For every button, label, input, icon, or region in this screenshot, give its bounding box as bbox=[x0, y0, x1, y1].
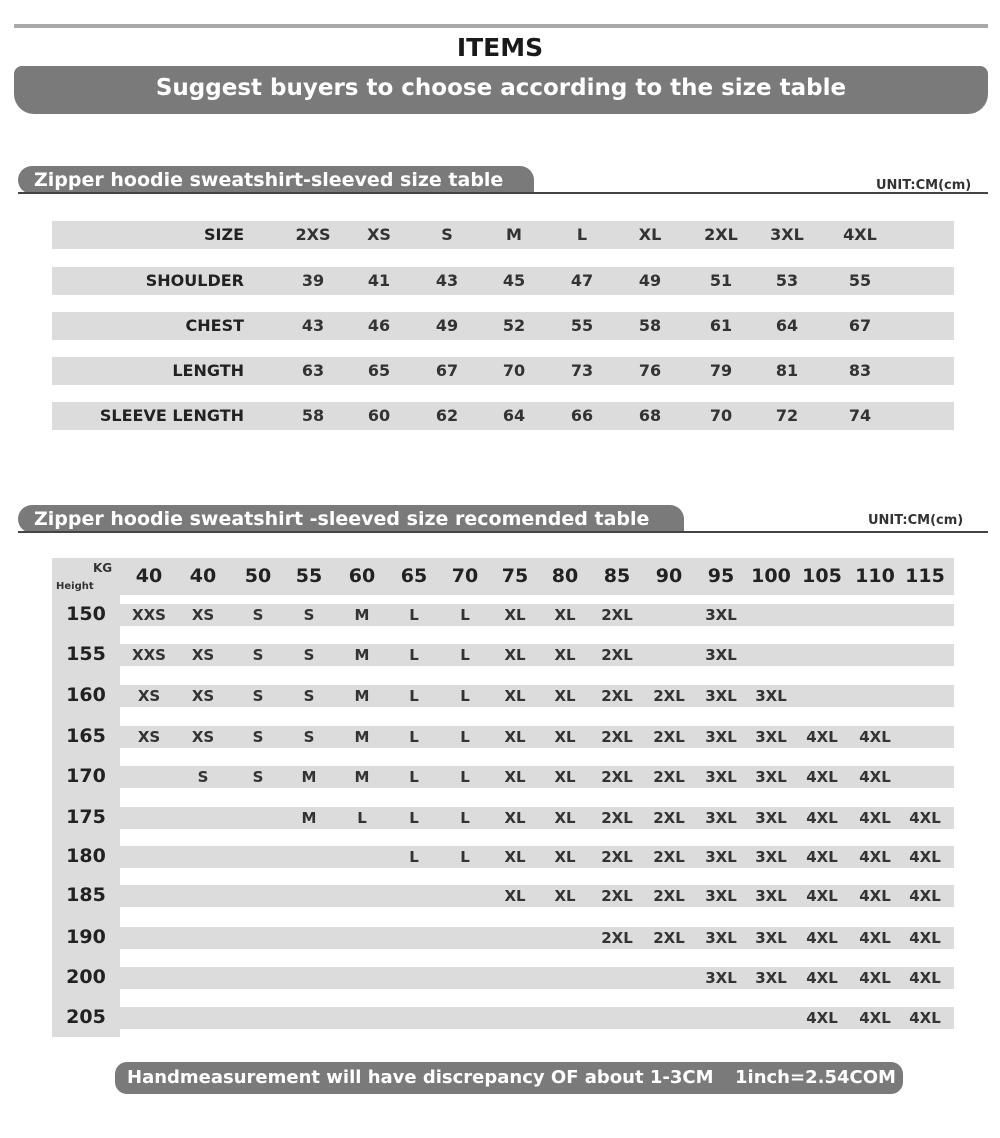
size-table-cell: 39 bbox=[301, 271, 325, 290]
size-table-cell: 3XL bbox=[770, 225, 804, 244]
rec-size-cell: S bbox=[303, 606, 315, 624]
size-table-cell: 62 bbox=[435, 406, 459, 425]
size-table-cell: 45 bbox=[502, 271, 526, 290]
rec-size-cell: 3XL bbox=[755, 809, 787, 827]
rec-size-cell: L bbox=[460, 728, 470, 746]
rec-size-cell: 2XL bbox=[601, 929, 633, 947]
rec-size-cell: XL bbox=[504, 809, 526, 827]
rec-size-cell: 4XL bbox=[806, 728, 838, 746]
rec-size-cell: 3XL bbox=[755, 768, 787, 786]
rec-size-cell: S bbox=[252, 606, 264, 624]
size-table-cell: 70 bbox=[709, 406, 733, 425]
rec-size-cell: S bbox=[252, 646, 264, 664]
rec-size-cell: 4XL bbox=[909, 809, 941, 827]
rec-size-cell: XL bbox=[504, 848, 526, 866]
size-table-cell: 46 bbox=[367, 316, 391, 335]
rec-size-cell: L bbox=[409, 687, 419, 705]
size-table-title: Zipper hoodie sweatshirt-sleeved size table bbox=[18, 166, 534, 194]
rec-size-cell: XL bbox=[554, 887, 576, 905]
size-table-cell: 41 bbox=[367, 271, 391, 290]
rec-size-cell: 4XL bbox=[806, 1009, 838, 1027]
rec-size-cell: 2XL bbox=[653, 768, 685, 786]
size-table-cell: 60 bbox=[367, 406, 391, 425]
rec-size-cell: S bbox=[303, 646, 315, 664]
rec-size-cell: XL bbox=[554, 606, 576, 624]
rec-size-cell: XL bbox=[554, 728, 576, 746]
rec-size-cell: 2XL bbox=[653, 887, 685, 905]
rec-size-cell: 2XL bbox=[653, 728, 685, 746]
size-table-cell: L bbox=[576, 225, 588, 244]
inch-conversion: 1inch=2.54COM bbox=[735, 1067, 896, 1088]
rec-size-cell: XS bbox=[137, 728, 161, 746]
size-table-cell: 47 bbox=[570, 271, 594, 290]
rec-size-cell: 2XL bbox=[601, 646, 633, 664]
rec-size-cell: 4XL bbox=[859, 969, 891, 987]
size-table-cell: 83 bbox=[848, 361, 872, 380]
rec-size-cell: L bbox=[409, 646, 419, 664]
rec-size-cell: 3XL bbox=[755, 848, 787, 866]
rec-size-cell: 2XL bbox=[601, 848, 633, 866]
rec-size-cell: 4XL bbox=[806, 809, 838, 827]
size-table-rule bbox=[18, 192, 988, 194]
rec-size-cell: S bbox=[252, 728, 264, 746]
weight-header-cell: 60 bbox=[348, 565, 376, 587]
rec-size-cell: XL bbox=[554, 687, 576, 705]
rec-size-cell: XL bbox=[504, 606, 526, 624]
rec-size-cell: 4XL bbox=[859, 887, 891, 905]
height-cell: 205 bbox=[66, 1006, 106, 1028]
size-table-cell: 64 bbox=[775, 316, 799, 335]
rec-size-cell: 3XL bbox=[705, 606, 737, 624]
size-table-cell: 2XS bbox=[295, 225, 331, 244]
rec-size-cell: 3XL bbox=[755, 687, 787, 705]
measurement-note: Handmeasurement will have discrepancy OF about 1-3CM bbox=[127, 1067, 714, 1088]
weight-header-cell: 95 bbox=[707, 565, 735, 587]
advice-banner-text: Suggest buyers to choose according to the size table bbox=[155, 75, 847, 101]
size-table-cell: 70 bbox=[502, 361, 526, 380]
rec-size-cell: L bbox=[460, 768, 470, 786]
weight-header-cell: 65 bbox=[400, 565, 428, 587]
rec-size-cell: M bbox=[301, 809, 317, 827]
rec-size-cell: XXS bbox=[132, 646, 166, 664]
rec-size-cell: 4XL bbox=[859, 728, 891, 746]
height-cell: 185 bbox=[66, 884, 106, 906]
rec-size-cell: L bbox=[409, 768, 419, 786]
rec-size-cell: 2XL bbox=[601, 687, 633, 705]
rec-size-cell: 2XL bbox=[601, 606, 633, 624]
size-table-cell: 74 bbox=[848, 406, 872, 425]
rec-size-cell: 2XL bbox=[601, 768, 633, 786]
rec-size-cell: L bbox=[357, 809, 367, 827]
size-table-cell: M bbox=[506, 225, 522, 244]
size-table-cell: 65 bbox=[367, 361, 391, 380]
size-table-cell: 2XL bbox=[704, 225, 738, 244]
weight-header-cell: 105 bbox=[802, 565, 842, 587]
rec-size-cell: 3XL bbox=[755, 929, 787, 947]
rec-size-cell: 2XL bbox=[653, 687, 685, 705]
weight-header-cell: 55 bbox=[295, 565, 323, 587]
rec-table-row bbox=[120, 644, 954, 666]
weight-header-cell: 110 bbox=[855, 565, 895, 587]
rec-size-cell: 4XL bbox=[909, 848, 941, 866]
size-table-cell: 72 bbox=[775, 406, 799, 425]
size-table-cell: XS bbox=[367, 225, 391, 244]
rec-size-cell: XL bbox=[504, 728, 526, 746]
rec-size-cell: M bbox=[354, 646, 370, 664]
rec-size-cell: L bbox=[409, 848, 419, 866]
rec-size-cell: XS bbox=[191, 687, 215, 705]
rec-size-cell: M bbox=[354, 768, 370, 786]
rec-table-rule bbox=[18, 531, 988, 533]
rec-size-cell: 4XL bbox=[909, 1009, 941, 1027]
size-table-cell: 67 bbox=[848, 316, 872, 335]
size-table-cell: S bbox=[441, 225, 453, 244]
weight-header-cell: 80 bbox=[551, 565, 579, 587]
size-table-cell: 55 bbox=[848, 271, 872, 290]
rec-size-cell: 4XL bbox=[909, 929, 941, 947]
size-table-cell: 63 bbox=[301, 361, 325, 380]
rec-size-cell: XL bbox=[554, 646, 576, 664]
rec-size-cell: 3XL bbox=[705, 848, 737, 866]
measurement-note-bar bbox=[115, 1062, 903, 1094]
size-table-cell: 4XL bbox=[843, 225, 877, 244]
size-table-cell: 52 bbox=[502, 316, 526, 335]
rec-size-cell: 3XL bbox=[705, 768, 737, 786]
weight-header-cell: 40 bbox=[189, 565, 217, 587]
size-table-unit: UNIT:CM(cm) bbox=[876, 178, 972, 193]
rec-size-cell: 3XL bbox=[705, 929, 737, 947]
rec-size-cell: 2XL bbox=[653, 848, 685, 866]
height-cell: 200 bbox=[66, 966, 106, 988]
size-table-cell: 61 bbox=[709, 316, 733, 335]
height-cell: 150 bbox=[66, 603, 106, 625]
rec-size-cell: 3XL bbox=[705, 687, 737, 705]
rec-size-cell: L bbox=[460, 687, 470, 705]
size-table-cell: 53 bbox=[775, 271, 799, 290]
size-table-cell: 58 bbox=[638, 316, 662, 335]
size-table-row bbox=[52, 221, 954, 249]
rec-size-cell: M bbox=[301, 768, 317, 786]
rec-size-cell: S bbox=[252, 768, 264, 786]
kg-axis-label: KG bbox=[93, 561, 113, 575]
size-table-row-label: CHEST bbox=[185, 316, 244, 335]
weight-header-cell: 85 bbox=[603, 565, 631, 587]
rec-size-cell: 3XL bbox=[705, 809, 737, 827]
rec-size-cell: 4XL bbox=[909, 887, 941, 905]
weight-header-cell: 75 bbox=[501, 565, 529, 587]
rec-size-cell: 4XL bbox=[806, 929, 838, 947]
rec-size-cell: XL bbox=[504, 768, 526, 786]
rec-size-cell: 4XL bbox=[859, 768, 891, 786]
size-table-cell: 66 bbox=[570, 406, 594, 425]
rec-size-cell: XL bbox=[504, 887, 526, 905]
rec-size-cell: S bbox=[197, 768, 209, 786]
rec-size-cell: 2XL bbox=[601, 887, 633, 905]
rec-size-cell: 4XL bbox=[859, 848, 891, 866]
rec-size-cell: 4XL bbox=[909, 969, 941, 987]
size-table-cell: 49 bbox=[435, 316, 459, 335]
size-table-row-label: LENGTH bbox=[172, 361, 244, 380]
rec-size-cell: 4XL bbox=[859, 1009, 891, 1027]
rec-size-cell: 3XL bbox=[755, 969, 787, 987]
rec-size-cell: L bbox=[409, 606, 419, 624]
rec-size-cell: 3XL bbox=[705, 887, 737, 905]
rec-size-cell: 4XL bbox=[806, 887, 838, 905]
rec-size-cell: L bbox=[409, 809, 419, 827]
weight-header-cell: 50 bbox=[244, 565, 272, 587]
size-table-cell: 43 bbox=[301, 316, 325, 335]
rec-size-cell: S bbox=[303, 687, 315, 705]
size-table-cell: 49 bbox=[638, 271, 662, 290]
size-table-cell: 67 bbox=[435, 361, 459, 380]
rec-size-cell: 2XL bbox=[653, 809, 685, 827]
rec-size-cell: L bbox=[460, 809, 470, 827]
rec-size-cell: L bbox=[460, 606, 470, 624]
size-table-cell: 43 bbox=[435, 271, 459, 290]
size-table-row-label: SIZE bbox=[203, 225, 244, 244]
rec-size-cell: M bbox=[354, 606, 370, 624]
size-table-cell: 79 bbox=[709, 361, 733, 380]
rec-size-cell: XS bbox=[191, 646, 215, 664]
size-table-row-label: SLEEVE LENGTH bbox=[99, 406, 244, 425]
rec-table-row bbox=[120, 685, 954, 707]
height-cell: 190 bbox=[66, 926, 106, 948]
size-table-cell: 76 bbox=[638, 361, 662, 380]
rec-size-cell: 3XL bbox=[755, 728, 787, 746]
page-title: ITEMS bbox=[456, 33, 544, 62]
rec-size-cell: S bbox=[252, 687, 264, 705]
rec-size-cell: 3XL bbox=[705, 646, 737, 664]
rec-size-cell: S bbox=[303, 728, 315, 746]
rec-size-cell: XS bbox=[137, 687, 161, 705]
size-table-row-label: SHOULDER bbox=[145, 271, 244, 290]
rec-table-unit: UNIT:CM(cm) bbox=[868, 513, 964, 528]
rec-size-cell: 2XL bbox=[601, 809, 633, 827]
weight-header-cell: 40 bbox=[135, 565, 163, 587]
rec-size-cell: M bbox=[354, 728, 370, 746]
rec-size-cell: 3XL bbox=[705, 728, 737, 746]
rec-table-title: Zipper hoodie sweatshirt -sleeved size recomended table bbox=[18, 505, 684, 533]
rec-size-cell: XL bbox=[504, 646, 526, 664]
height-cell: 160 bbox=[66, 684, 106, 706]
rec-size-cell: XL bbox=[504, 687, 526, 705]
rec-size-cell: M bbox=[354, 687, 370, 705]
rec-size-cell: XS bbox=[191, 728, 215, 746]
rec-size-cell: 4XL bbox=[806, 848, 838, 866]
rec-size-cell: XL bbox=[554, 809, 576, 827]
height-cell: 165 bbox=[66, 725, 106, 747]
height-cell: 180 bbox=[66, 845, 106, 867]
rec-size-cell: 4XL bbox=[859, 929, 891, 947]
rec-size-cell: L bbox=[409, 728, 419, 746]
size-table-cell: 73 bbox=[570, 361, 594, 380]
size-table-cell: 51 bbox=[709, 271, 733, 290]
height-cell: 170 bbox=[66, 765, 106, 787]
top-divider bbox=[14, 24, 988, 28]
height-cell: 175 bbox=[66, 806, 106, 828]
rec-size-cell: 2XL bbox=[601, 728, 633, 746]
rec-size-cell: 4XL bbox=[859, 809, 891, 827]
rec-size-cell: L bbox=[460, 646, 470, 664]
rec-table-row bbox=[120, 604, 954, 626]
size-table-cell: 68 bbox=[638, 406, 662, 425]
advice-banner bbox=[14, 66, 988, 114]
height-axis-label: Height bbox=[56, 581, 94, 592]
weight-header-cell: 70 bbox=[451, 565, 479, 587]
rec-size-cell: XS bbox=[191, 606, 215, 624]
rec-size-cell: 2XL bbox=[653, 929, 685, 947]
rec-size-cell: 4XL bbox=[806, 768, 838, 786]
size-table-cell: XL bbox=[638, 225, 662, 244]
rec-size-cell: 3XL bbox=[705, 969, 737, 987]
rec-size-cell: XXS bbox=[132, 606, 166, 624]
weight-header-cell: 90 bbox=[655, 565, 683, 587]
weight-header-cell: 100 bbox=[751, 565, 791, 587]
rec-size-cell: XL bbox=[554, 768, 576, 786]
rec-size-cell: 3XL bbox=[755, 887, 787, 905]
height-cell: 155 bbox=[66, 643, 106, 665]
size-table-cell: 58 bbox=[301, 406, 325, 425]
weight-header-cell: 115 bbox=[905, 565, 945, 587]
size-table-cell: 55 bbox=[570, 316, 594, 335]
rec-size-cell: XL bbox=[554, 848, 576, 866]
rec-size-cell: L bbox=[460, 848, 470, 866]
size-table-cell: 81 bbox=[775, 361, 799, 380]
rec-size-cell: 4XL bbox=[806, 969, 838, 987]
size-table-cell: 64 bbox=[502, 406, 526, 425]
